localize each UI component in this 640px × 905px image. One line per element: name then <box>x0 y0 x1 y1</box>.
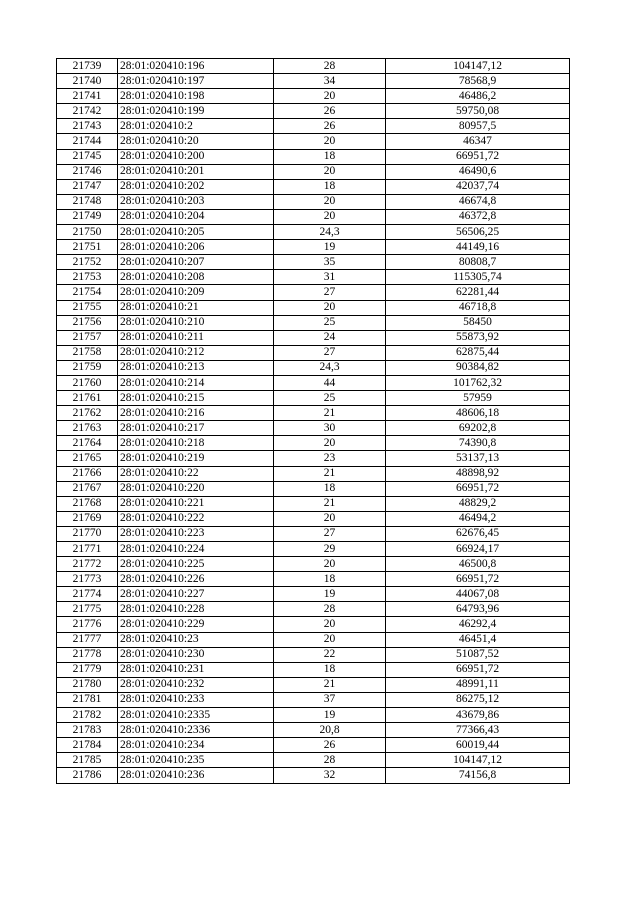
cadastral-number-cell: 28:01:020410:204 <box>118 209 274 224</box>
value-cell: 59750,08 <box>386 104 570 119</box>
table-row <box>57 557 570 572</box>
area-cell: 32 <box>274 768 386 783</box>
cadastral-number-cell: 28:01:020410:225 <box>118 557 274 572</box>
table-row <box>57 692 570 707</box>
area-cell: 20 <box>274 436 386 451</box>
area-cell: 35 <box>274 255 386 270</box>
row-number-cell: 21742 <box>57 104 118 119</box>
row-number-cell: 21780 <box>57 677 118 692</box>
row-number-cell: 21771 <box>57 542 118 557</box>
row-number-cell: 21758 <box>57 345 118 360</box>
table-row <box>57 270 570 285</box>
value-cell: 86275,12 <box>386 692 570 707</box>
table-row <box>57 225 570 240</box>
area-cell: 30 <box>274 421 386 436</box>
area-cell: 27 <box>274 345 386 360</box>
value-cell: 46347 <box>386 134 570 149</box>
cadastral-number-cell: 28:01:020410:232 <box>118 677 274 692</box>
value-cell: 48829,2 <box>386 496 570 511</box>
area-cell: 28 <box>274 602 386 617</box>
table-row <box>57 738 570 753</box>
value-cell: 46494,2 <box>386 511 570 526</box>
row-number-cell: 21768 <box>57 496 118 511</box>
table-row <box>57 496 570 511</box>
table-row <box>57 240 570 255</box>
cadastral-number-cell: 28:01:020410:20 <box>118 134 274 149</box>
row-number-cell: 21773 <box>57 572 118 587</box>
table-row <box>57 255 570 270</box>
row-number-cell: 21752 <box>57 255 118 270</box>
value-cell: 56506,25 <box>386 225 570 240</box>
value-cell: 90384,82 <box>386 360 570 375</box>
value-cell: 64793,96 <box>386 602 570 617</box>
row-number-cell: 21766 <box>57 466 118 481</box>
table-row <box>57 104 570 119</box>
cadastral-number-cell: 28:01:020410:203 <box>118 194 274 209</box>
row-number-cell: 21772 <box>57 557 118 572</box>
value-cell: 51087,52 <box>386 647 570 662</box>
cadastral-data-table <box>56 58 570 784</box>
table-row <box>57 164 570 179</box>
cadastral-number-cell: 28:01:020410:2335 <box>118 708 274 723</box>
cadastral-number-cell: 28:01:020410:227 <box>118 587 274 602</box>
value-cell: 60019,44 <box>386 738 570 753</box>
cadastral-number-cell: 28:01:020410:214 <box>118 375 274 390</box>
table-row <box>57 119 570 134</box>
cadastral-number-cell: 28:01:020410:213 <box>118 360 274 375</box>
area-cell: 20 <box>274 511 386 526</box>
area-cell: 27 <box>274 526 386 541</box>
table-row <box>57 74 570 89</box>
table-row <box>57 391 570 406</box>
row-number-cell: 21786 <box>57 768 118 783</box>
row-number-cell: 21779 <box>57 662 118 677</box>
table-body <box>57 59 570 784</box>
value-cell: 80808,7 <box>386 255 570 270</box>
row-number-cell: 21764 <box>57 436 118 451</box>
row-number-cell: 21769 <box>57 511 118 526</box>
cadastral-number-cell: 28:01:020410:23 <box>118 632 274 647</box>
cadastral-number-cell: 28:01:020410:233 <box>118 692 274 707</box>
area-cell: 21 <box>274 496 386 511</box>
row-number-cell: 21783 <box>57 723 118 738</box>
table-row <box>57 209 570 224</box>
row-number-cell: 21782 <box>57 708 118 723</box>
row-number-cell: 21748 <box>57 194 118 209</box>
table-row <box>57 421 570 436</box>
cadastral-number-cell: 28:01:020410:230 <box>118 647 274 662</box>
row-number-cell: 21741 <box>57 89 118 104</box>
table-row <box>57 647 570 662</box>
area-cell: 20 <box>274 164 386 179</box>
table-row <box>57 330 570 345</box>
table-row <box>57 179 570 194</box>
row-number-cell: 21770 <box>57 526 118 541</box>
value-cell: 66951,72 <box>386 662 570 677</box>
value-cell: 74156,8 <box>386 768 570 783</box>
cadastral-number-cell: 28:01:020410:2 <box>118 119 274 134</box>
cadastral-number-cell: 28:01:020410:236 <box>118 768 274 783</box>
area-cell: 22 <box>274 647 386 662</box>
value-cell: 66951,72 <box>386 149 570 164</box>
row-number-cell: 21781 <box>57 692 118 707</box>
value-cell: 46500,8 <box>386 557 570 572</box>
row-number-cell: 21754 <box>57 285 118 300</box>
area-cell: 44 <box>274 375 386 390</box>
row-number-cell: 21776 <box>57 617 118 632</box>
row-number-cell: 21745 <box>57 149 118 164</box>
area-cell: 31 <box>274 270 386 285</box>
area-cell: 23 <box>274 451 386 466</box>
table-row <box>57 587 570 602</box>
table-row <box>57 149 570 164</box>
row-number-cell: 21750 <box>57 225 118 240</box>
cadastral-number-cell: 28:01:020410:222 <box>118 511 274 526</box>
area-cell: 19 <box>274 708 386 723</box>
value-cell: 62281,44 <box>386 285 570 300</box>
cadastral-number-cell: 28:01:020410:199 <box>118 104 274 119</box>
value-cell: 78568,9 <box>386 74 570 89</box>
cadastral-number-cell: 28:01:020410:202 <box>118 179 274 194</box>
row-number-cell: 21751 <box>57 240 118 255</box>
area-cell: 27 <box>274 285 386 300</box>
value-cell: 46292,4 <box>386 617 570 632</box>
cadastral-number-cell: 28:01:020410:21 <box>118 300 274 315</box>
table-row <box>57 300 570 315</box>
table-row <box>57 708 570 723</box>
row-number-cell: 21785 <box>57 753 118 768</box>
cadastral-number-cell: 28:01:020410:220 <box>118 481 274 496</box>
value-cell: 115305,74 <box>386 270 570 285</box>
cadastral-number-cell: 28:01:020410:196 <box>118 59 274 74</box>
cadastral-number-cell: 28:01:020410:206 <box>118 240 274 255</box>
cadastral-number-cell: 28:01:020410:212 <box>118 345 274 360</box>
value-cell: 46486,2 <box>386 89 570 104</box>
row-number-cell: 21777 <box>57 632 118 647</box>
cadastral-number-cell: 28:01:020410:200 <box>118 149 274 164</box>
cadastral-number-cell: 28:01:020410:22 <box>118 466 274 481</box>
table-row <box>57 194 570 209</box>
table-row <box>57 617 570 632</box>
value-cell: 66951,72 <box>386 572 570 587</box>
table-row <box>57 768 570 783</box>
row-number-cell: 21765 <box>57 451 118 466</box>
row-number-cell: 21739 <box>57 59 118 74</box>
value-cell: 57959 <box>386 391 570 406</box>
row-number-cell: 21759 <box>57 360 118 375</box>
cadastral-number-cell: 28:01:020410:197 <box>118 74 274 89</box>
area-cell: 37 <box>274 692 386 707</box>
cadastral-number-cell: 28:01:020410:219 <box>118 451 274 466</box>
table-row <box>57 134 570 149</box>
area-cell: 20 <box>274 134 386 149</box>
row-number-cell: 21757 <box>57 330 118 345</box>
table-row <box>57 451 570 466</box>
value-cell: 46451,4 <box>386 632 570 647</box>
value-cell: 43679,86 <box>386 708 570 723</box>
cadastral-number-cell: 28:01:020410:201 <box>118 164 274 179</box>
cadastral-number-cell: 28:01:020410:224 <box>118 542 274 557</box>
value-cell: 77366,43 <box>386 723 570 738</box>
area-cell: 18 <box>274 149 386 164</box>
area-cell: 18 <box>274 572 386 587</box>
cadastral-number-cell: 28:01:020410:205 <box>118 225 274 240</box>
area-cell: 20 <box>274 300 386 315</box>
area-cell: 18 <box>274 662 386 677</box>
row-number-cell: 21756 <box>57 315 118 330</box>
area-cell: 20 <box>274 209 386 224</box>
value-cell: 74390,8 <box>386 436 570 451</box>
table-row <box>57 59 570 74</box>
row-number-cell: 21762 <box>57 406 118 421</box>
cadastral-number-cell: 28:01:020410:226 <box>118 572 274 587</box>
area-cell: 19 <box>274 587 386 602</box>
table-row <box>57 285 570 300</box>
area-cell: 28 <box>274 753 386 768</box>
table-row <box>57 406 570 421</box>
row-number-cell: 21774 <box>57 587 118 602</box>
cadastral-number-cell: 28:01:020410:221 <box>118 496 274 511</box>
value-cell: 104147,12 <box>386 59 570 74</box>
area-cell: 34 <box>274 74 386 89</box>
cadastral-number-cell: 28:01:020410:235 <box>118 753 274 768</box>
cadastral-number-cell: 28:01:020410:234 <box>118 738 274 753</box>
table-row <box>57 526 570 541</box>
cadastral-number-cell: 28:01:020410:229 <box>118 617 274 632</box>
value-cell: 46718,8 <box>386 300 570 315</box>
value-cell: 101762,32 <box>386 375 570 390</box>
area-cell: 19 <box>274 240 386 255</box>
row-number-cell: 21740 <box>57 74 118 89</box>
area-cell: 20 <box>274 632 386 647</box>
cadastral-number-cell: 28:01:020410:2336 <box>118 723 274 738</box>
value-cell: 48991,11 <box>386 677 570 692</box>
area-cell: 18 <box>274 481 386 496</box>
cadastral-number-cell: 28:01:020410:215 <box>118 391 274 406</box>
row-number-cell: 21747 <box>57 179 118 194</box>
area-cell: 24,3 <box>274 360 386 375</box>
table-row <box>57 753 570 768</box>
value-cell: 80957,5 <box>386 119 570 134</box>
area-cell: 26 <box>274 738 386 753</box>
value-cell: 44149,16 <box>386 240 570 255</box>
value-cell: 66924,17 <box>386 542 570 557</box>
value-cell: 55873,92 <box>386 330 570 345</box>
row-number-cell: 21767 <box>57 481 118 496</box>
value-cell: 53137,13 <box>386 451 570 466</box>
row-number-cell: 21763 <box>57 421 118 436</box>
area-cell: 20 <box>274 617 386 632</box>
row-number-cell: 21775 <box>57 602 118 617</box>
area-cell: 26 <box>274 104 386 119</box>
row-number-cell: 21778 <box>57 647 118 662</box>
table-row <box>57 360 570 375</box>
cadastral-number-cell: 28:01:020410:198 <box>118 89 274 104</box>
cadastral-number-cell: 28:01:020410:216 <box>118 406 274 421</box>
row-number-cell: 21744 <box>57 134 118 149</box>
table-row <box>57 315 570 330</box>
value-cell: 48898,92 <box>386 466 570 481</box>
area-cell: 24,3 <box>274 225 386 240</box>
row-number-cell: 21755 <box>57 300 118 315</box>
table-row <box>57 436 570 451</box>
cadastral-number-cell: 28:01:020410:207 <box>118 255 274 270</box>
area-cell: 20 <box>274 194 386 209</box>
cadastral-number-cell: 28:01:020410:211 <box>118 330 274 345</box>
cadastral-number-cell: 28:01:020410:218 <box>118 436 274 451</box>
row-number-cell: 21761 <box>57 391 118 406</box>
table-row <box>57 677 570 692</box>
table-row <box>57 466 570 481</box>
area-cell: 21 <box>274 466 386 481</box>
table-row <box>57 542 570 557</box>
area-cell: 20 <box>274 557 386 572</box>
value-cell: 58450 <box>386 315 570 330</box>
row-number-cell: 21753 <box>57 270 118 285</box>
area-cell: 25 <box>274 315 386 330</box>
area-cell: 29 <box>274 542 386 557</box>
cadastral-number-cell: 28:01:020410:217 <box>118 421 274 436</box>
row-number-cell: 21760 <box>57 375 118 390</box>
area-cell: 25 <box>274 391 386 406</box>
value-cell: 62676,45 <box>386 526 570 541</box>
cadastral-number-cell: 28:01:020410:208 <box>118 270 274 285</box>
area-cell: 26 <box>274 119 386 134</box>
area-cell: 21 <box>274 677 386 692</box>
table-row <box>57 602 570 617</box>
table-row <box>57 511 570 526</box>
area-cell: 24 <box>274 330 386 345</box>
value-cell: 48606,18 <box>386 406 570 421</box>
value-cell: 42037,74 <box>386 179 570 194</box>
value-cell: 66951,72 <box>386 481 570 496</box>
value-cell: 62875,44 <box>386 345 570 360</box>
table-row <box>57 481 570 496</box>
area-cell: 20 <box>274 89 386 104</box>
area-cell: 28 <box>274 59 386 74</box>
cadastral-number-cell: 28:01:020410:228 <box>118 602 274 617</box>
row-number-cell: 21746 <box>57 164 118 179</box>
cadastral-number-cell: 28:01:020410:223 <box>118 526 274 541</box>
area-cell: 20,8 <box>274 723 386 738</box>
cadastral-number-cell: 28:01:020410:231 <box>118 662 274 677</box>
area-cell: 21 <box>274 406 386 421</box>
value-cell: 46490,6 <box>386 164 570 179</box>
table-row <box>57 632 570 647</box>
row-number-cell: 21749 <box>57 209 118 224</box>
cadastral-number-cell: 28:01:020410:209 <box>118 285 274 300</box>
value-cell: 69202,8 <box>386 421 570 436</box>
cadastral-number-cell: 28:01:020410:210 <box>118 315 274 330</box>
row-number-cell: 21784 <box>57 738 118 753</box>
table-row <box>57 662 570 677</box>
table-row <box>57 375 570 390</box>
table-row <box>57 89 570 104</box>
row-number-cell: 21743 <box>57 119 118 134</box>
value-cell: 44067,08 <box>386 587 570 602</box>
area-cell: 18 <box>274 179 386 194</box>
table-row <box>57 572 570 587</box>
value-cell: 46674,8 <box>386 194 570 209</box>
value-cell: 46372,8 <box>386 209 570 224</box>
table-row <box>57 723 570 738</box>
value-cell: 104147,12 <box>386 753 570 768</box>
table-row <box>57 345 570 360</box>
